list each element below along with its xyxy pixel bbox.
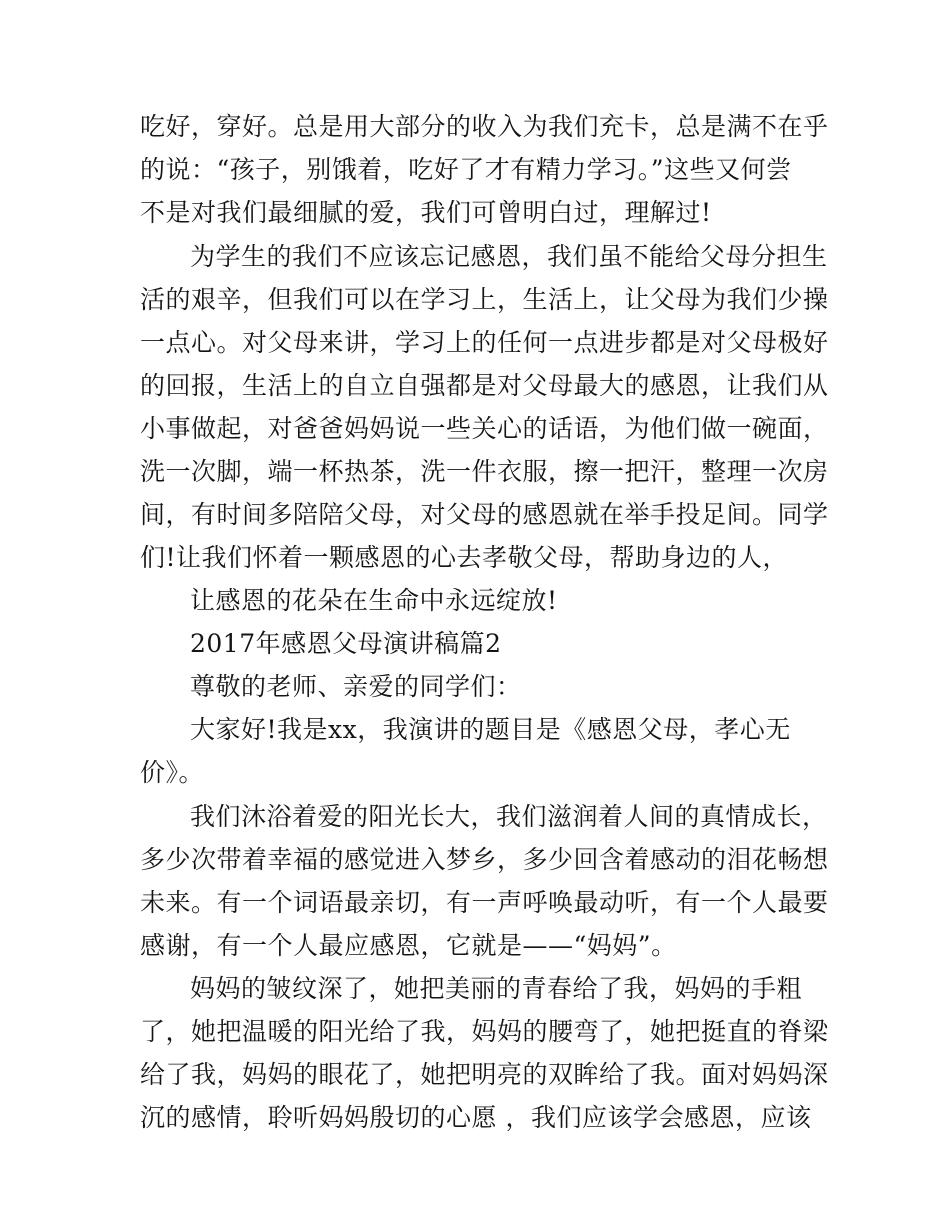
text-line: 给了我，妈妈的眼花了，她把明亮的双眸给了我。面对妈妈深 [140, 1060, 829, 1089]
text-line: 的回报，生活上的自立自强都是对父母最大的感恩，让我们从 [140, 371, 829, 400]
section-heading: 2017年感恩父母演讲稿篇2 [190, 629, 502, 658]
text-line: 洗一次脚，端一杯热茶，洗一件衣服，擦一把汗，整理一次房 [140, 457, 829, 486]
text-line: 感谢，有一个人最应感恩，它就是——“妈妈”。 [140, 931, 677, 960]
paragraph-start-line: 我们沐浴着爱的阳光长大，我们滋润着人间的真情成长， [190, 802, 828, 831]
text-line: 活的艰辛，但我们可以在学习上，生活上，让父母为我们少操 [140, 285, 829, 314]
salutation: 尊敬的老师、亲爱的同学们： [190, 672, 522, 701]
text-line: 了，她把温暖的阳光给了我，妈妈的腰弯了，她把挺直的脊梁 [140, 1017, 829, 1046]
paragraph-start-line: 让感恩的花朵在生命中永远绽放! [190, 586, 558, 615]
text-line: 价》。 [140, 758, 205, 787]
text-line: 不是对我们最细腻的爱，我们可曾明白过，理解过! [140, 198, 712, 227]
text-line: 多少次带着幸福的感觉进入梦乡，多少回含着感动的泪花畅想 [140, 845, 829, 874]
paragraph-start-line: 妈妈的皱纹深了，她把美丽的青春给了我，妈妈的手粗 [190, 974, 803, 1003]
text-line: 小事做起，对爸爸妈妈说一些关心的话语，为他们做一碗面， [140, 414, 829, 443]
text-line: 沉的感情，聆听妈妈殷切的心愿 ，我们应该学会感恩，应该 [140, 1103, 812, 1132]
text-line: 吃好，穿好。总是用大部分的收入为我们充卡，总是满不在乎 [140, 112, 829, 141]
text-line: 间，有时间多陪陪父母，对父母的感恩就在举手投足间。同学 [140, 500, 829, 529]
paragraph-start-line: 为学生的我们不应该忘记感恩，我们虽不能给父母分担生 [190, 242, 828, 271]
paragraph-start-line: 大家好!我是xx，我演讲的题目是《感恩父母，孝心无 [190, 715, 791, 744]
text-line: 的说：“孩子，别饿着，吃好了才有精力学习。”这些又何尝 [140, 155, 792, 184]
text-line: 们!让我们怀着一颗感恩的心去孝敬父母，帮助身边的人， [140, 543, 789, 572]
text-line: 一点心。对父母来讲，学习上的任何一点进步都是对父母极好 [140, 328, 829, 357]
text-line: 未来。有一个词语最亲切，有一声呼唤最动听，有一个人最要 [140, 888, 829, 917]
